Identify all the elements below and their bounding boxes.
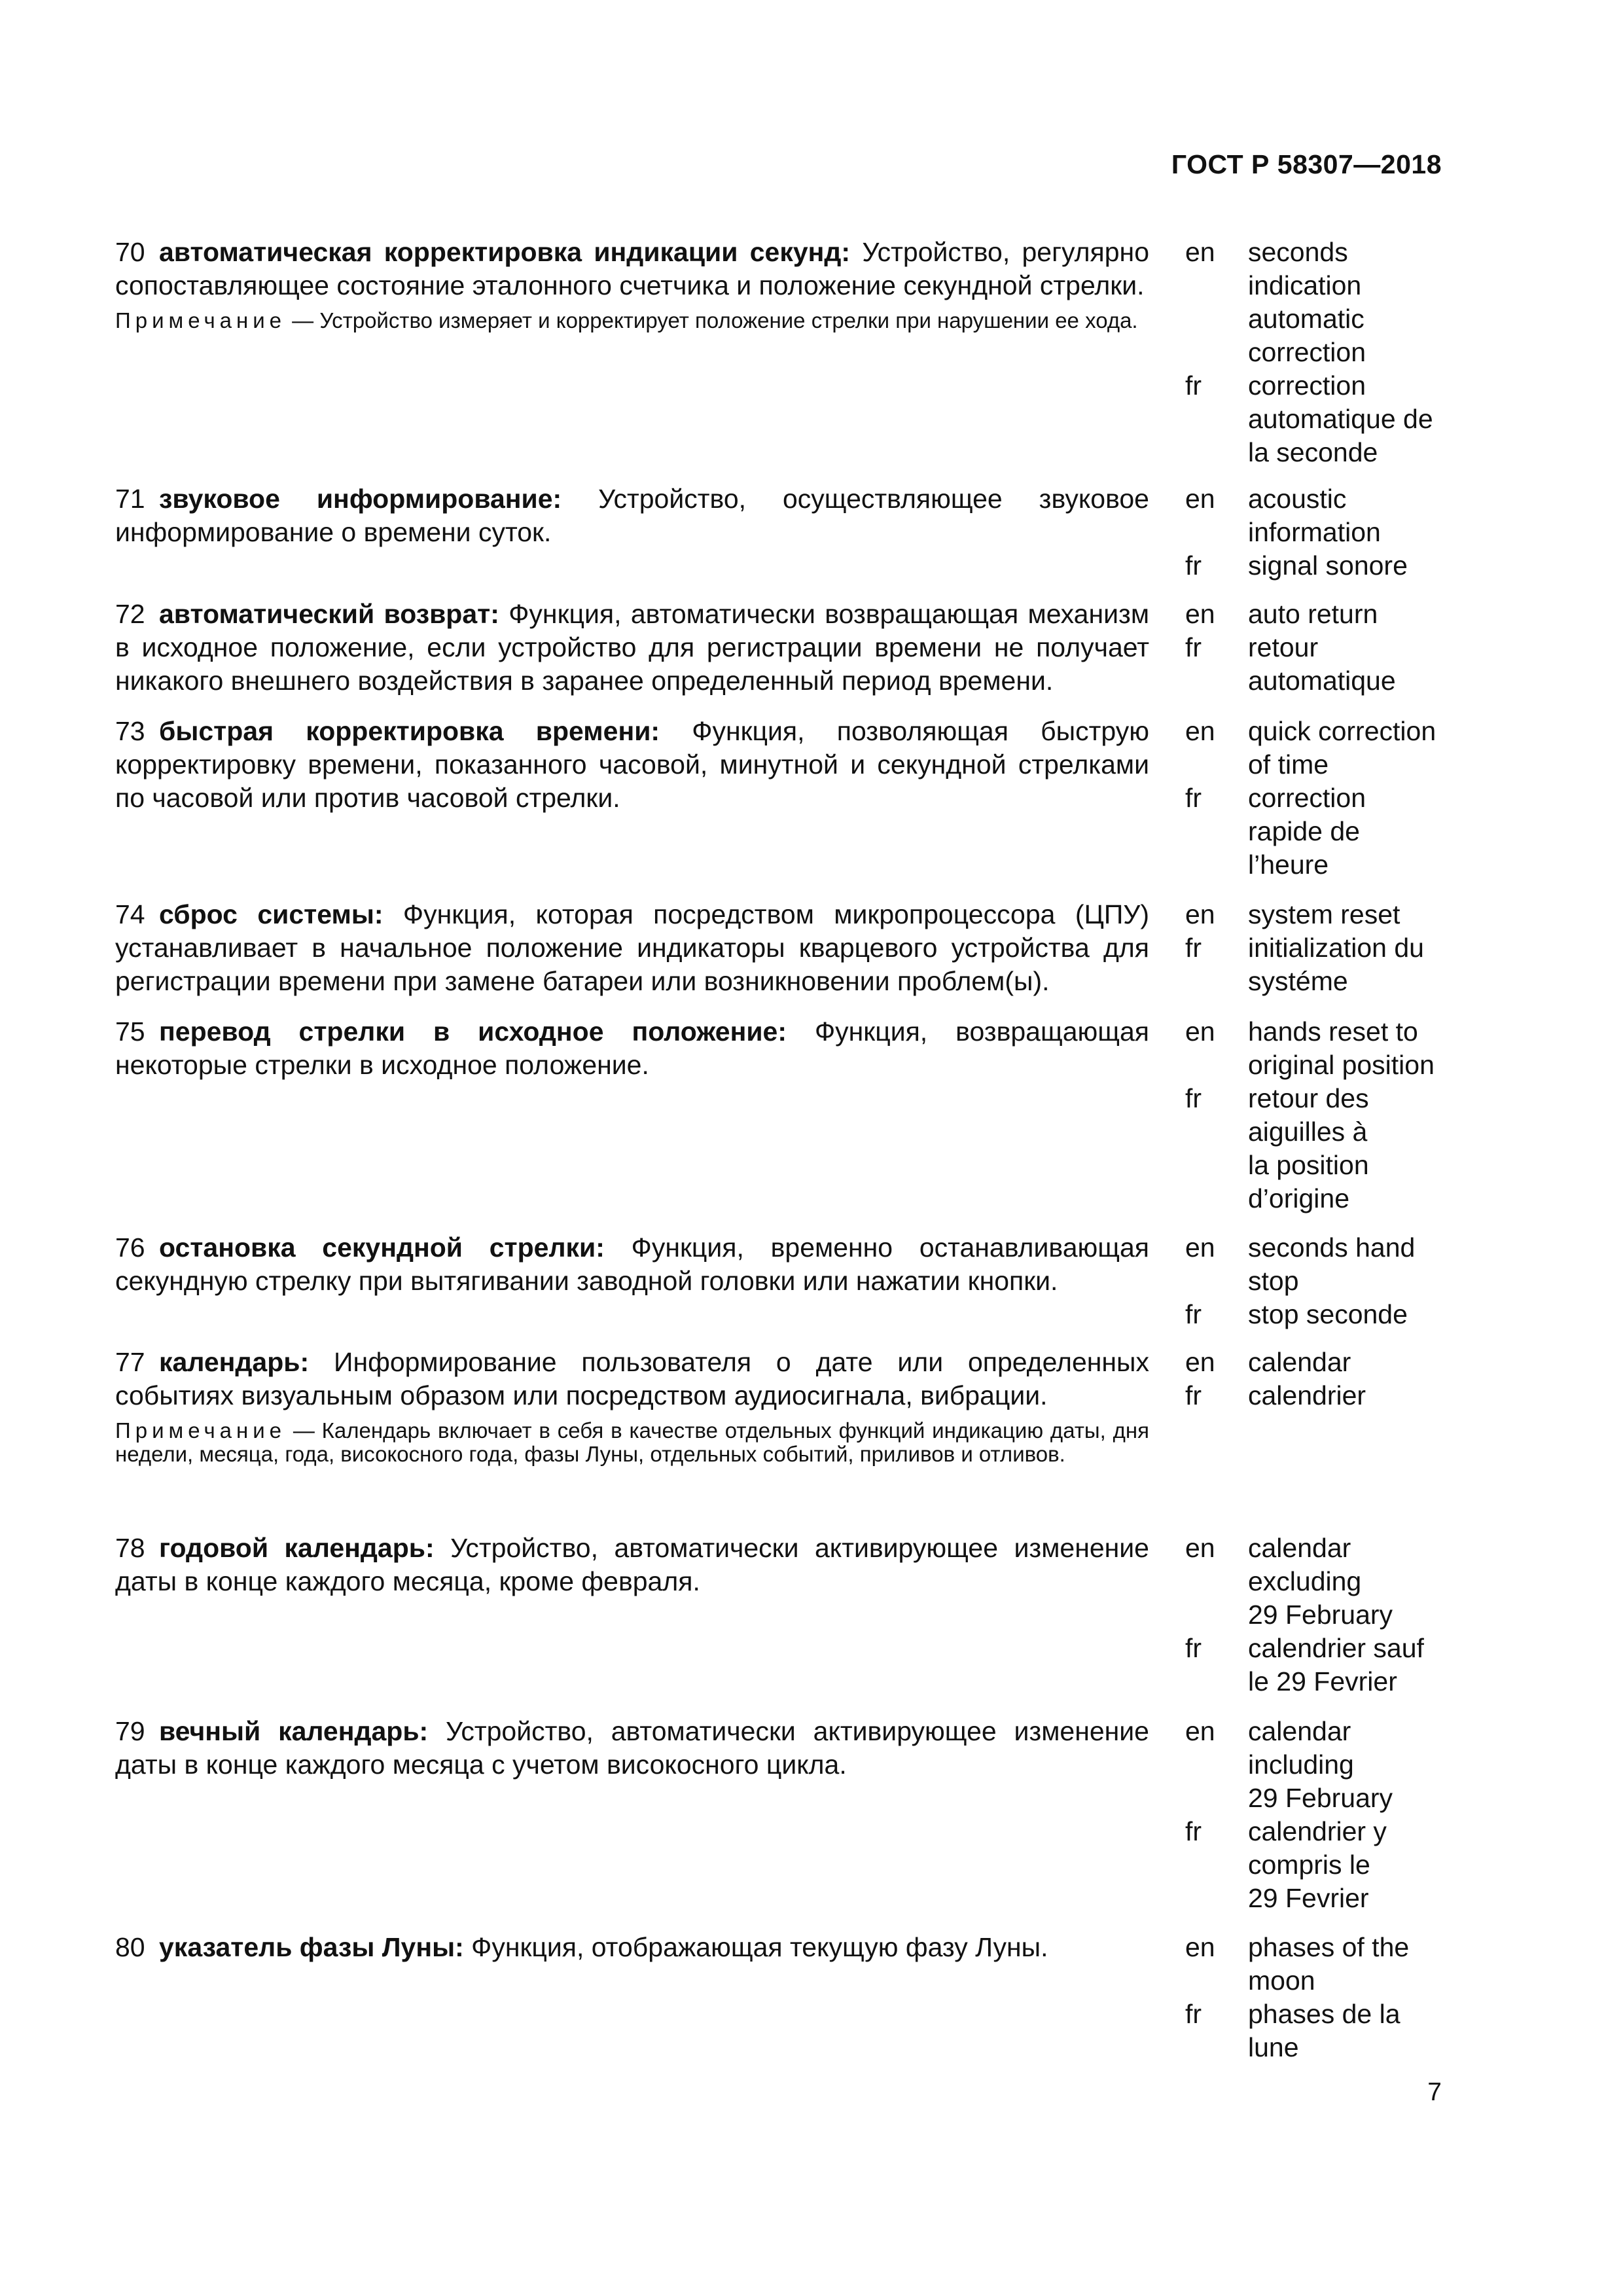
fr-equivalent bbox=[1185, 631, 1453, 698]
lang-code-fr: fr bbox=[1185, 1816, 1202, 1846]
entry-number: 73 bbox=[115, 716, 145, 746]
foreign-equivalents bbox=[1185, 1231, 1453, 1331]
term-title: быстрая корректировка времени: bbox=[159, 716, 660, 746]
entry-number: 78 bbox=[115, 1533, 145, 1563]
term-definition: Устройство, автоматически активирующее изменение даты в конце каждого месяца с учетом високосного цикла. bbox=[115, 1716, 1149, 1780]
term-definition: Устройство, автоматически активирующее изменение даты в конце каждого месяца, кроме февраля. bbox=[115, 1533, 1149, 1596]
fr-line: d’origine bbox=[1248, 1183, 1349, 1213]
en-equivalent bbox=[1185, 236, 1453, 369]
foreign-equivalents bbox=[1185, 482, 1453, 583]
fr-equivalent bbox=[1185, 1998, 1453, 2064]
entry-number: 75 bbox=[115, 1016, 145, 1047]
document-header: ГОСТ Р 58307—2018 bbox=[1171, 149, 1442, 179]
fr-equivalent bbox=[1185, 1082, 1453, 1215]
fr-equivalent bbox=[1185, 931, 1453, 998]
en-equivalent bbox=[1185, 715, 1453, 781]
en-line: seconds bbox=[1248, 237, 1348, 267]
lang-code-en: en bbox=[1185, 484, 1215, 514]
en-equivalent bbox=[1185, 898, 1453, 931]
entry-number: 74 bbox=[115, 899, 145, 929]
en-line: including bbox=[1248, 1749, 1354, 1780]
fr-line: automatique bbox=[1248, 666, 1396, 696]
en-line: automatic bbox=[1248, 304, 1364, 334]
foreign-equivalents bbox=[1185, 1015, 1453, 1215]
entry-text bbox=[115, 482, 1149, 549]
lang-code-en: en bbox=[1185, 1533, 1215, 1563]
fr-line: l’heure bbox=[1248, 850, 1329, 880]
en-line: information bbox=[1248, 517, 1381, 547]
fr-line: signal sonore bbox=[1248, 550, 1408, 581]
en-equivalent bbox=[1185, 1715, 1453, 1815]
fr-equivalent bbox=[1185, 369, 1453, 469]
fr-line: calendrier bbox=[1248, 1380, 1366, 1410]
entry-note bbox=[115, 1419, 1149, 1466]
foreign-equivalents bbox=[1185, 1715, 1453, 1915]
lang-code-en: en bbox=[1185, 1347, 1215, 1377]
term-title: остановка секундной стрелки: bbox=[159, 1232, 605, 1263]
term-title: автоматический возврат: bbox=[159, 599, 499, 629]
term-title: звуковое информирование: bbox=[159, 484, 562, 514]
fr-line: la position bbox=[1248, 1150, 1369, 1180]
fr-line: lune bbox=[1248, 2032, 1299, 2062]
entry-number: 70 bbox=[115, 237, 145, 267]
fr-equivalent bbox=[1185, 1379, 1453, 1412]
term-definition: Устройство, регулярно сопоставляющее состояние эталонного счетчика и положение секундной стрелки. bbox=[115, 237, 1149, 300]
entry-number: 76 bbox=[115, 1232, 145, 1263]
lang-code-fr: fr bbox=[1185, 1299, 1202, 1329]
en-equivalent bbox=[1185, 482, 1453, 549]
term-title: сброс системы: bbox=[159, 899, 383, 929]
fr-line: retour bbox=[1248, 632, 1319, 662]
en-line: moon bbox=[1248, 1965, 1315, 1996]
fr-line: correction bbox=[1248, 783, 1366, 813]
foreign-equivalents bbox=[1185, 715, 1453, 882]
en-line: hands reset to bbox=[1248, 1016, 1418, 1047]
term-definition: Информирование пользователя о дате или определенных событиях визуальным образом или посредством аудиосигнала, вибрации. bbox=[115, 1347, 1149, 1410]
entry-text bbox=[115, 598, 1149, 698]
foreign-equivalents bbox=[1185, 1931, 1453, 2064]
fr-line: calendrier sauf bbox=[1248, 1633, 1424, 1663]
entry-number: 71 bbox=[115, 484, 145, 514]
en-line: quick correction bbox=[1248, 716, 1436, 746]
lang-code-fr: fr bbox=[1185, 370, 1202, 401]
fr-line: 29 Fevrier bbox=[1248, 1883, 1369, 1913]
entry-number: 77 bbox=[115, 1347, 145, 1377]
fr-line: automatique de bbox=[1248, 404, 1433, 434]
lang-code-en: en bbox=[1185, 1932, 1215, 1962]
entry-text bbox=[115, 1346, 1149, 1466]
en-line: phases of the bbox=[1248, 1932, 1410, 1962]
term-definition: Функция, временно останавливающая секундную стрелку при вытягивании заводной головки или нажатии кнопки. bbox=[115, 1232, 1149, 1296]
fr-line: stop seconde bbox=[1248, 1299, 1408, 1329]
en-equivalent bbox=[1185, 1346, 1453, 1379]
en-equivalent bbox=[1185, 1532, 1453, 1632]
note-text: — Устройство измеряет и корректирует положение стрелки при нарушении ее хода. bbox=[286, 308, 1138, 332]
fr-equivalent bbox=[1185, 1632, 1453, 1698]
foreign-equivalents bbox=[1185, 236, 1453, 469]
note-label: Примечание bbox=[115, 308, 287, 332]
entry-number: 72 bbox=[115, 599, 145, 629]
en-line: original position bbox=[1248, 1050, 1435, 1080]
fr-equivalent bbox=[1185, 781, 1453, 882]
en-line: excluding bbox=[1248, 1566, 1362, 1596]
lang-code-en: en bbox=[1185, 716, 1215, 746]
term-title: автоматическая корректировка индикации секунд: bbox=[159, 237, 851, 267]
foreign-equivalents bbox=[1185, 898, 1453, 998]
term-definition: Устройство, осуществляющее звуковое информирование о времени суток. bbox=[115, 484, 1149, 547]
en-line: stop bbox=[1248, 1266, 1299, 1296]
fr-line: calendrier y bbox=[1248, 1816, 1387, 1846]
page-number: 7 bbox=[1427, 2078, 1442, 2106]
note-label: Примечание bbox=[115, 1418, 287, 1443]
term-title: указатель фазы Луны: bbox=[159, 1932, 464, 1962]
en-line: acoustic bbox=[1248, 484, 1347, 514]
fr-line: le 29 Fevrier bbox=[1248, 1666, 1397, 1696]
fr-line: systéme bbox=[1248, 966, 1348, 996]
en-line: auto return bbox=[1248, 599, 1378, 629]
term-definition: Функция, возвращающая некоторые стрелки в исходное положение. bbox=[115, 1016, 1149, 1080]
en-line: 29 February bbox=[1248, 1600, 1393, 1630]
fr-line: aiguilles à bbox=[1248, 1117, 1368, 1147]
en-line: of time bbox=[1248, 749, 1329, 780]
foreign-equivalents bbox=[1185, 598, 1453, 698]
entry-number: 79 bbox=[115, 1716, 145, 1746]
fr-equivalent bbox=[1185, 1298, 1453, 1331]
en-equivalent bbox=[1185, 1231, 1453, 1298]
en-line: seconds hand bbox=[1248, 1232, 1416, 1263]
lang-code-fr: fr bbox=[1185, 550, 1202, 581]
fr-line: compris le bbox=[1248, 1850, 1370, 1880]
lang-code-en: en bbox=[1185, 1716, 1215, 1746]
entry-text bbox=[115, 1231, 1149, 1298]
lang-code-fr: fr bbox=[1185, 1999, 1202, 2029]
term-definition: Функция, позволяющая быструю корректировку времени, показанного часовой, минутной и секундной стрелками по часовой или против часовой стрелки. bbox=[115, 716, 1149, 813]
entry-text bbox=[115, 1931, 1149, 1964]
lang-code-en: en bbox=[1185, 1232, 1215, 1263]
fr-line: rapide de bbox=[1248, 816, 1360, 846]
term-title: календарь: bbox=[159, 1347, 310, 1377]
en-line: system reset bbox=[1248, 899, 1400, 929]
entry-text bbox=[115, 1532, 1149, 1598]
entry-number: 80 bbox=[115, 1932, 145, 1962]
en-equivalent bbox=[1185, 1015, 1453, 1082]
fr-line: phases de la bbox=[1248, 1999, 1400, 2029]
entry-text bbox=[115, 898, 1149, 998]
en-line: correction bbox=[1248, 337, 1366, 367]
term-title: годовой календарь: bbox=[159, 1533, 435, 1563]
en-line: indication bbox=[1248, 270, 1362, 300]
entry-text bbox=[115, 1715, 1149, 1782]
lang-code-fr: fr bbox=[1185, 933, 1202, 963]
term-title: перевод стрелки в исходное положение: bbox=[159, 1016, 787, 1047]
foreign-equivalents bbox=[1185, 1346, 1453, 1412]
fr-equivalent bbox=[1185, 549, 1453, 583]
fr-line: la seconde bbox=[1248, 437, 1378, 467]
lang-code-fr: fr bbox=[1185, 1083, 1202, 1113]
entry-text bbox=[115, 715, 1149, 815]
fr-equivalent bbox=[1185, 1815, 1453, 1915]
term-definition: Функция, автоматически возвращающая механизм в исходное положение, если устройство для регистрации времени не получает никакого внешнего воздействия в заранее определенный период времени. bbox=[115, 599, 1150, 696]
entry-text bbox=[115, 236, 1149, 332]
en-line: calendar bbox=[1248, 1347, 1351, 1377]
entry-note bbox=[115, 309, 1149, 332]
term-title: вечный календарь: bbox=[159, 1716, 429, 1746]
fr-line: retour des bbox=[1248, 1083, 1369, 1113]
lang-code-fr: fr bbox=[1185, 1633, 1202, 1663]
foreign-equivalents bbox=[1185, 1532, 1453, 1698]
lang-code-en: en bbox=[1185, 237, 1215, 267]
term-definition: Функция, отображающая текущую фазу Луны. bbox=[463, 1932, 1048, 1962]
term-definition: Функция, которая посредством микропроцессора (ЦПУ) устанавливает в начальное положение индикаторы кварцевого устройства для регистрации времени при замене батареи или возникновении проблем(ы). bbox=[115, 899, 1149, 996]
lang-code-fr: fr bbox=[1185, 783, 1202, 813]
en-equivalent bbox=[1185, 598, 1453, 631]
en-line: calendar bbox=[1248, 1533, 1351, 1563]
fr-line: correction bbox=[1248, 370, 1366, 401]
note-text: — Календарь включает в себя в качестве отдельных функций индикацию даты, дня недели, месяца, года, високосного года, фазы Луны, отдельных событий, приливов и отливов. bbox=[115, 1418, 1149, 1466]
lang-code-en: en bbox=[1185, 599, 1215, 629]
entry-text bbox=[115, 1015, 1149, 1082]
en-line: calendar bbox=[1248, 1716, 1351, 1746]
lang-code-fr: fr bbox=[1185, 1380, 1202, 1410]
fr-line: initialization du bbox=[1248, 933, 1424, 963]
en-equivalent bbox=[1185, 1931, 1453, 1998]
lang-code-en: en bbox=[1185, 899, 1215, 929]
lang-code-fr: fr bbox=[1185, 632, 1202, 662]
lang-code-en: en bbox=[1185, 1016, 1215, 1047]
en-line: 29 February bbox=[1248, 1783, 1393, 1813]
